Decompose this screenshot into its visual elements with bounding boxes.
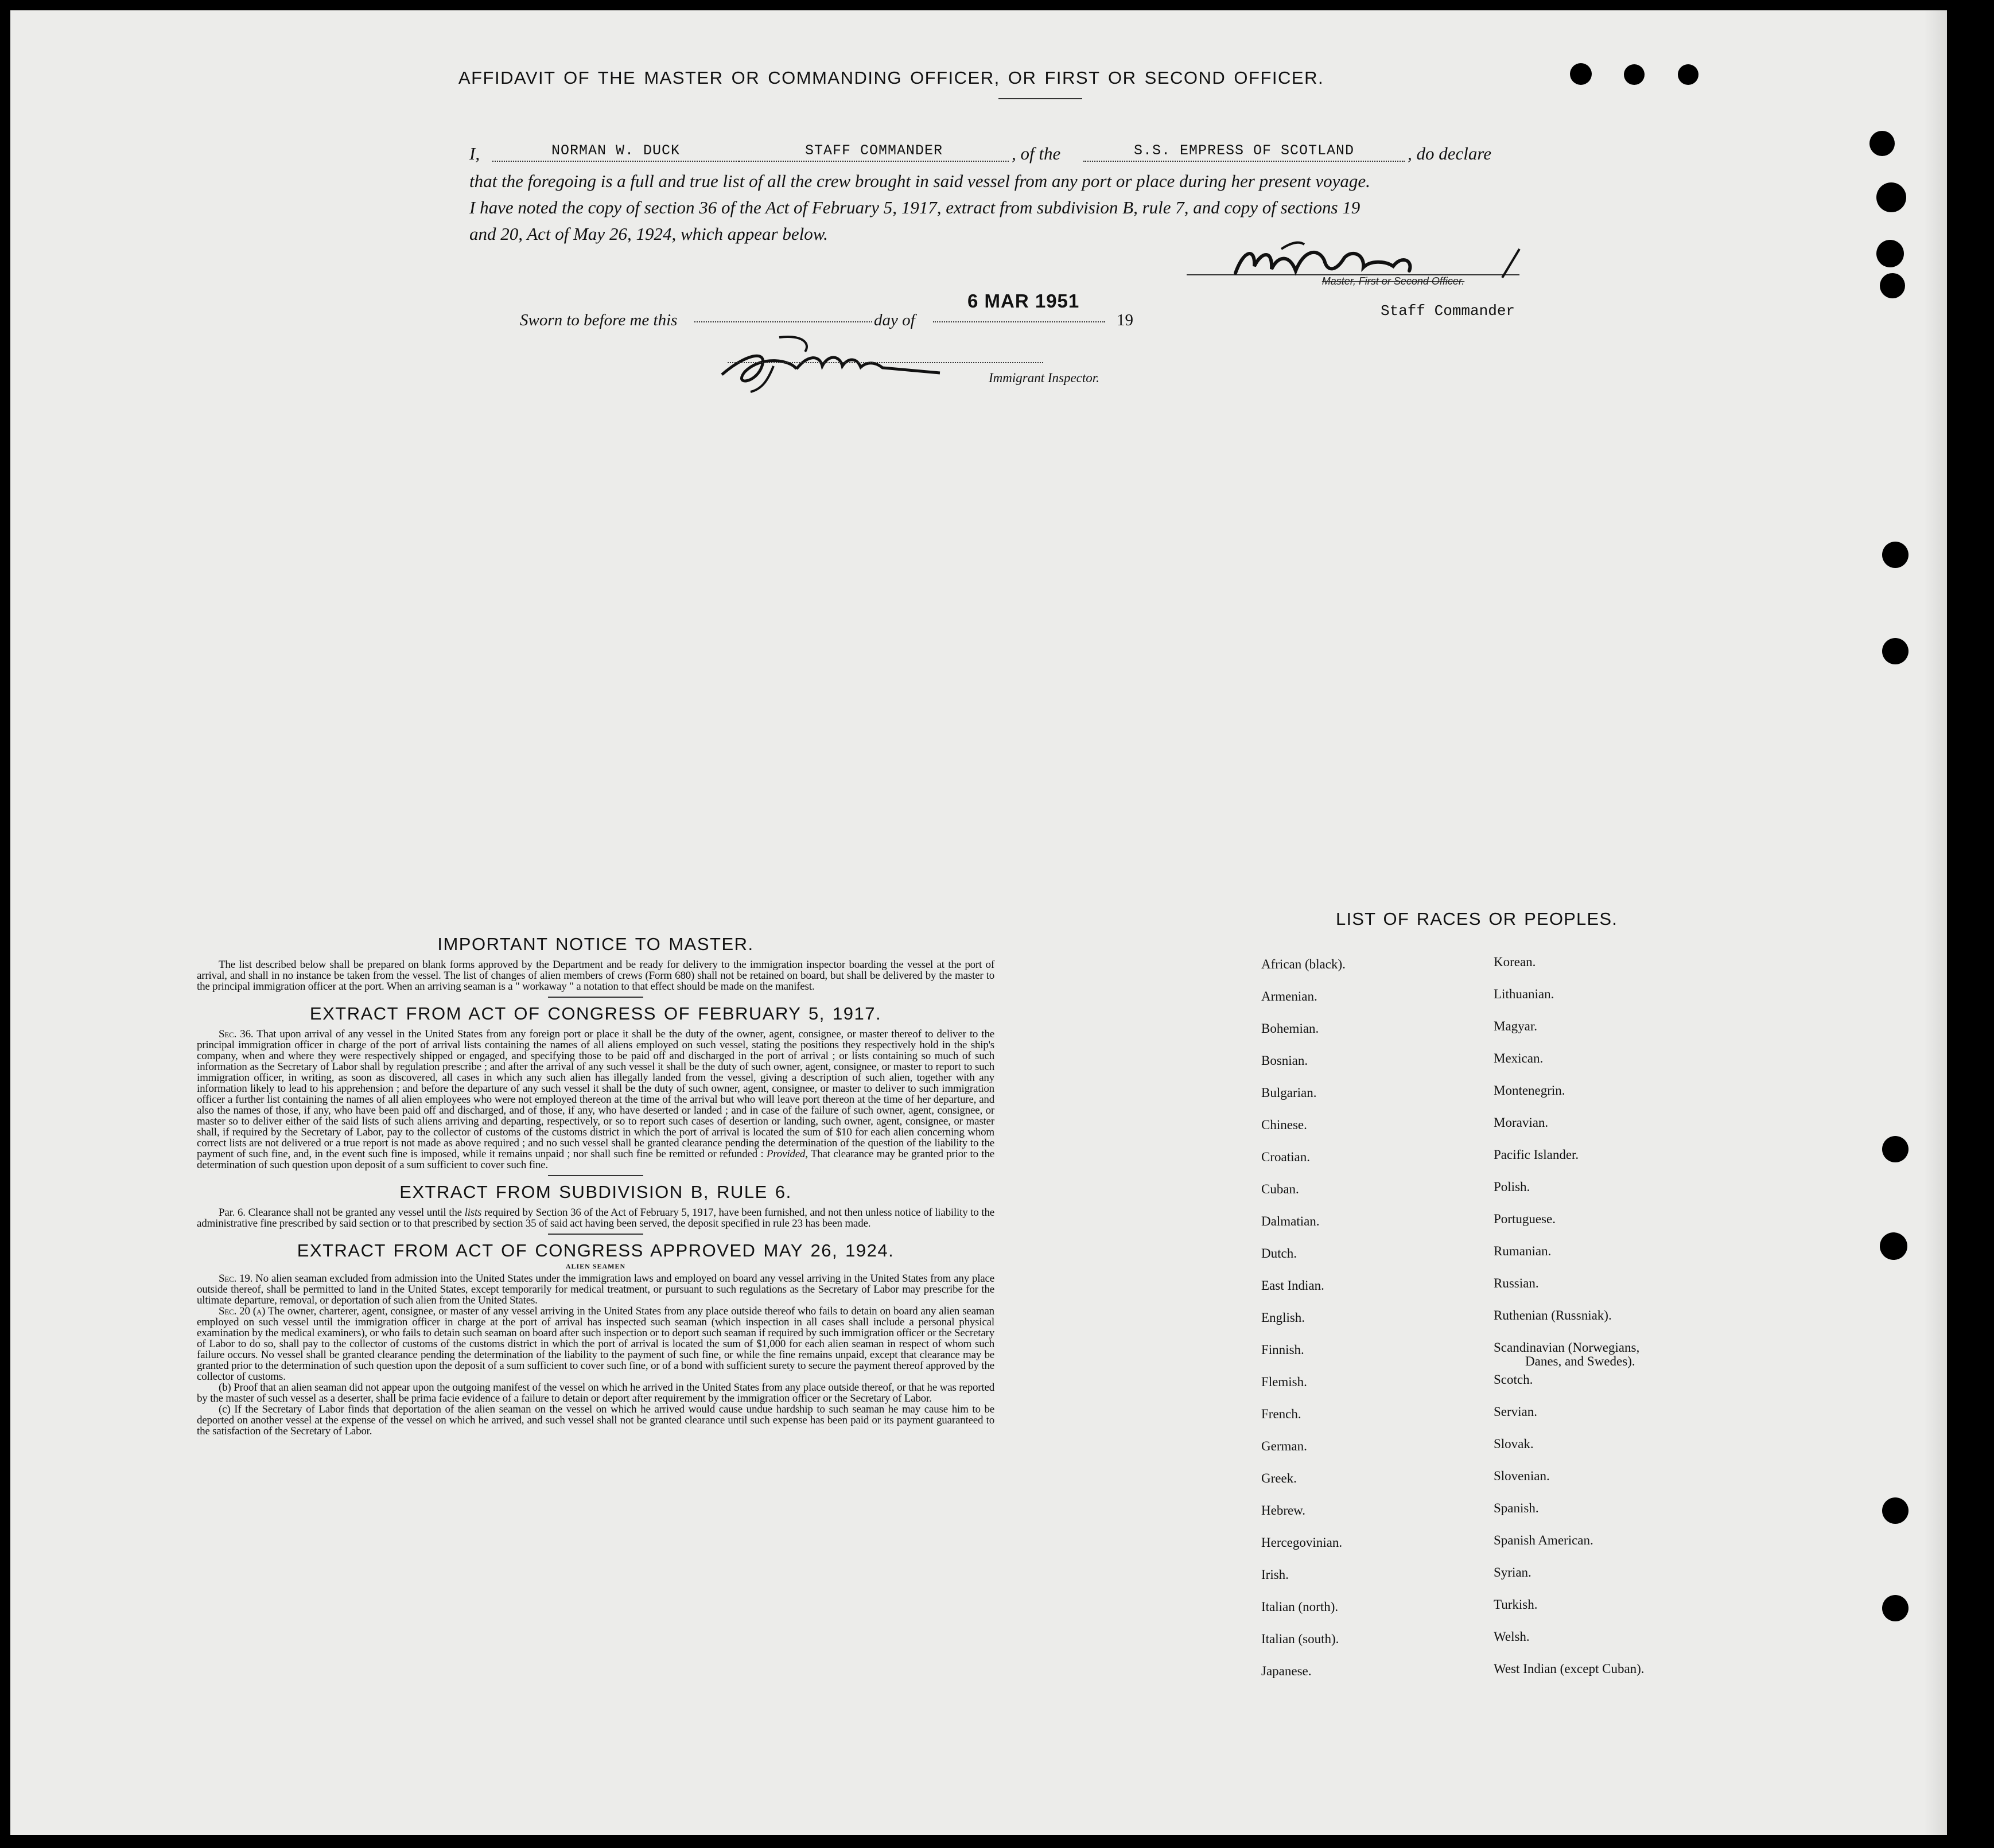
punch-hole — [1876, 240, 1904, 267]
lists-word: lists — [464, 1207, 482, 1219]
title-rule — [998, 98, 1082, 99]
par-number: Par. 6. — [219, 1207, 246, 1219]
year-prefix: 19 — [1117, 311, 1133, 329]
race-item: Turkish. — [1494, 1597, 1538, 1612]
affidavit-line-3: I have noted the copy of section 36 of the Act of February 5, 1917, extract from subdivision B, rule 7, and copy of sections 19 — [469, 197, 1361, 217]
do-declare-label: , do declare — [1408, 143, 1492, 164]
sec20b-label: (b) — [219, 1382, 231, 1394]
race-item: Armenian. — [1261, 989, 1317, 1003]
sec19-text: No alien seaman excluded from admission into the United States under the immigration laws and employed on board any vessel arriving in the United States from any place outside thereof, shall be permitted to land in the United States, except temporarily for medical treatment, or pursuant to such regulations as the Secretary of Labor may prescribe for the ultimate departure, removal, or deportation of such alien from the United States. — [197, 1273, 994, 1306]
race-item: Rumanian. — [1494, 1244, 1552, 1258]
day-of-label: day of — [874, 311, 915, 329]
race-item: Welsh. — [1494, 1629, 1530, 1644]
sec20-number: Sec. 20 (a) — [219, 1305, 266, 1317]
page-edge-shadow — [1924, 10, 1947, 1835]
race-item: Ruthenian (Russniak). — [1494, 1308, 1612, 1322]
race-item: Syrian. — [1494, 1565, 1532, 1579]
section-tail: That clearance may be granted prior to the determination of such question upon deposit of a sum sufficient to cover such fine. — [197, 1148, 994, 1171]
divider — [548, 1234, 643, 1235]
document-page — [10, 10, 1947, 1835]
extract-1917-title: EXTRACT FROM ACT OF CONGRESS OF FEBRUARY 5, 1917. — [309, 1003, 882, 1024]
section-text: That upon arrival of any vessel in the United States from any foreign port or place it shall be the duty of the owner, agent, consignee, or master thereof to deliver to the principal immigration officer in charge of the port of arrival lists containing the names of all aliens employed on such vessel, stating the positions they respectively hold in the ship's company, when and where they were respectively shipped or engaged, and specifying those to be paid off and discharged in the port of arrival ; or lists containing so much of such information as the Secretary of Labor shall by regulation prescribe ; and after the arrival of any such vessel it shall be the duty of such owner, agent, consignee, or master to report to such immigration officer, in writing, as soon as discovered, all cases in which any such alien has illegally landed from the vessel, giving a description of such alien, together with any information likely to lead to his apprehension ; and before the departure of any such vessel it shall be the duty of such owner, agent, consignee, or master to deliver to such immigration officer a further list containing the names of all alien employees who were not employed thereon at the time of the arrival but who will leave port thereon at the time of her departure, and also the names of those, if any, who have been paid off and discharged, and of those, if any, who have deserted or landed ; and in case of the failure of such owner, agent, consignee, or master so to deliver either of the said lists of such aliens arriving and departing, respectively, or so to report such cases of desertion or landing, such owner, agent, consignee, or master shall, if required by the Secretary of Labor, pay to the collector of customs of the customs district in which the port of arrival is located the sum of $10 for each alien concerning whom correct lists are not delivered or a true report is not made as above required ; and no such vessel shall be granted clearance pending the determination of the question of the liability to the payment of such fine, and, in the event such fine is imposed, while it remains unpaid ; nor shall such fine be remitted or refunded : — [197, 1028, 994, 1160]
master-rank: STAFF COMMANDER — [739, 143, 1009, 162]
sworn-day-line — [694, 321, 872, 322]
punch-hole — [1882, 638, 1909, 664]
race-item: German. — [1261, 1439, 1307, 1453]
race-item: Korean. — [1494, 955, 1536, 969]
race-item: Dutch. — [1261, 1246, 1297, 1260]
date-stamp: 6 MAR 1951 — [967, 290, 1080, 312]
notice-title: IMPORTANT NOTICE TO MASTER. — [437, 934, 754, 954]
race-item: Servian. — [1494, 1405, 1538, 1419]
race-item: Magyar. — [1494, 1019, 1538, 1033]
race-item: East Indian. — [1261, 1278, 1324, 1293]
sec20b-text: Proof that an alien seaman did not appear upon the outgoing manifest of the vessel on which he arrived in the United States from any place outside thereof, or that he was reported by the master of such vessel as a deserter, shall be prima facie evidence of a failure to detain or deport after requirement by the immigration officer or the Secretary of Labor. — [197, 1382, 994, 1405]
alien-seamen-subhead: ALIEN SEAMEN — [565, 1262, 626, 1270]
race-item: Chinese. — [1261, 1118, 1307, 1132]
race-item: Spanish. — [1494, 1501, 1539, 1515]
race-item: Hebrew. — [1261, 1503, 1306, 1518]
race-item: Scotch. — [1494, 1372, 1533, 1387]
race-item: Lithuanian. — [1494, 987, 1554, 1001]
race-item: Russian. — [1494, 1276, 1539, 1290]
race-item: West Indian (except Cuban). — [1494, 1662, 1645, 1676]
staff-commander-label: Staff Commander — [1381, 302, 1515, 320]
punch-hole — [1880, 1232, 1907, 1260]
race-item: Pacific Islander. — [1494, 1147, 1579, 1162]
punch-hole — [1624, 64, 1645, 85]
inspector-signature — [710, 332, 951, 395]
punch-hole — [1882, 542, 1909, 568]
sec20c-text: If the Secretary of Labor finds that deportation of the alien seaman on the vessel on which he arrived would cause undue hardship to such seaman he may cause him to be deported on another vessel at the expense of the vessel on which he arrived, and such vessel shall not be granted clearance until such expense has been paid or its payment guaranteed to the satisfaction of the Secretary of Labor. — [197, 1403, 994, 1437]
inspector-label: Immigrant Inspector. — [989, 371, 1099, 385]
race-item: Mexican. — [1494, 1051, 1544, 1065]
affidavit-title: AFFIDAVIT OF THE MASTER OR COMMANDING OFFICER, OR FIRST OR SECOND OFFICER. — [458, 68, 1324, 88]
sworn-month-line — [933, 321, 1105, 322]
race-item: Flemish. — [1261, 1375, 1307, 1389]
race-item: Hercegovinian. — [1261, 1535, 1343, 1550]
sworn-label: Sworn to before me this — [520, 311, 678, 329]
race-item: African (black). — [1261, 957, 1346, 971]
race-item: Portuguese. — [1494, 1212, 1556, 1226]
rule6-title: EXTRACT FROM SUBDIVISION B, RULE 6. — [399, 1182, 792, 1202]
punch-hole — [1570, 63, 1592, 85]
notice-body: The list described below shall be prepared on blank forms approved by the Department and be ready for delivery to the immigration inspector boarding the vessel at the port of arrival, and shall in no instance be taken from the vessel. The list of changes of alien members of crews (Form 680) shall not be retained on board, but shall be delivered by the master to the principal immigration officer at the port. When an arriving seaman is a " workaway " a notation to that effect should be made on the manifest. — [197, 959, 994, 993]
sec20c-label: (c) — [219, 1403, 231, 1415]
races-title: LIST OF RACES OR PEOPLES. — [1336, 909, 1618, 929]
race-item: Bulgarian. — [1261, 1086, 1317, 1100]
punch-hole — [1882, 1595, 1909, 1621]
vessel-name: S.S. EMPRESS OF SCOTLAND — [1083, 143, 1405, 162]
race-item: Spanish American. — [1494, 1533, 1593, 1547]
race-item: French. — [1261, 1407, 1301, 1421]
extract-1917-body — [197, 1029, 994, 1170]
race-item: Japanese. — [1261, 1664, 1312, 1678]
race-item: Italian (north). — [1261, 1600, 1339, 1614]
punch-hole — [1882, 1497, 1909, 1524]
race-item: Polish. — [1494, 1180, 1530, 1194]
sec20b-body — [197, 1382, 994, 1404]
punch-hole — [1882, 1136, 1909, 1162]
race-item: Dalmatian. — [1261, 1214, 1320, 1228]
race-item: Montenegrin. — [1494, 1083, 1565, 1098]
race-item: Bosnian. — [1261, 1053, 1308, 1068]
legal-notices — [197, 934, 994, 1437]
race-item: Greek. — [1261, 1471, 1297, 1485]
race-item: Croatian. — [1261, 1150, 1310, 1164]
rule6-body — [197, 1207, 994, 1229]
affidavit-line-2: that the foregoing is a full and true list of all the crew brought in said vessel from any port or place during her present voyage. — [469, 171, 1370, 191]
race-item: Moravian. — [1494, 1115, 1549, 1130]
divider — [548, 1175, 643, 1176]
sec20-body — [197, 1306, 994, 1382]
rule6-text-b: required by Section 36 of the Act of February 5, 1917, have been furnished, and not then unless notice of liability to the administrative fine prescribed by said section or to that prescribed by section 35 of said act having been served, the deposit specified in rule 23 has been made. — [197, 1207, 994, 1230]
race-item: Slovenian. — [1494, 1469, 1550, 1483]
sec19-body — [197, 1273, 994, 1306]
section-number: Sec. 36. — [219, 1028, 254, 1040]
sec20c-body — [197, 1404, 994, 1437]
master-name: NORMAN W. DUCK — [492, 143, 739, 162]
rule6-text-a: Clearance shall not be granted any vessel until the — [248, 1207, 462, 1219]
inspector-line — [728, 362, 1043, 363]
race-item-continuation: Danes, and Swedes). — [1525, 1354, 1635, 1368]
race-item: Irish. — [1261, 1567, 1289, 1582]
extract-1924-title: EXTRACT FROM ACT OF CONGRESS APPROVED MAY 26, 1924. — [297, 1240, 895, 1260]
race-item: Cuban. — [1261, 1182, 1299, 1196]
sec19-number: Sec. 19. — [219, 1273, 253, 1285]
affidavit-i: I, — [469, 143, 480, 164]
provided-word: Provided, — [766, 1148, 808, 1160]
punch-hole — [1678, 64, 1698, 85]
race-item: Slovak. — [1494, 1437, 1534, 1451]
sec20-text: The owner, charterer, agent, consignee, or master of any vessel arriving in the United States from any place outside thereof who fails to detain on board any alien seaman employed on such vessel until the immigration officer in charge at the port of arrival has inspected such seaman (which inspection in all cases shall include a personal physical examination by the medical examiners), or who fails to detain such seaman on board after such inspection or to deport such seaman if required by such immigration officer or the Secretary of Labor to do so, shall pay to the collector of customs of the customs district in which the port of arrival is located the sum of $1,000 for each alien seaman in respect of whom such failure occurs. No vessel shall be granted clearance pending the determination of the liability to the payment of such fine, or while the fine remains unpaid, except that clearance may be granted prior to the determination of such question upon the deposit of a sum sufficient to cover such fine, or of a bond with sufficient surety to secure the payment thereof approved by the collector of customs. — [197, 1305, 994, 1383]
race-item: Bohemian. — [1261, 1021, 1319, 1036]
punch-hole — [1880, 273, 1905, 298]
punch-hole — [1876, 182, 1906, 212]
race-item: Finnish. — [1261, 1343, 1304, 1357]
of-the-label: , of the — [1012, 143, 1061, 164]
signature-caption: Master, First or Second Officer. — [1321, 275, 1465, 287]
affidavit-line-4: and 20, Act of May 26, 1924, which appear below. — [469, 224, 828, 244]
punch-hole — [1869, 131, 1895, 156]
race-item: English. — [1261, 1310, 1305, 1325]
divider — [548, 997, 643, 998]
race-item: Scandinavian (Norwegians, — [1494, 1340, 1640, 1355]
race-item: Italian (south). — [1261, 1632, 1339, 1646]
